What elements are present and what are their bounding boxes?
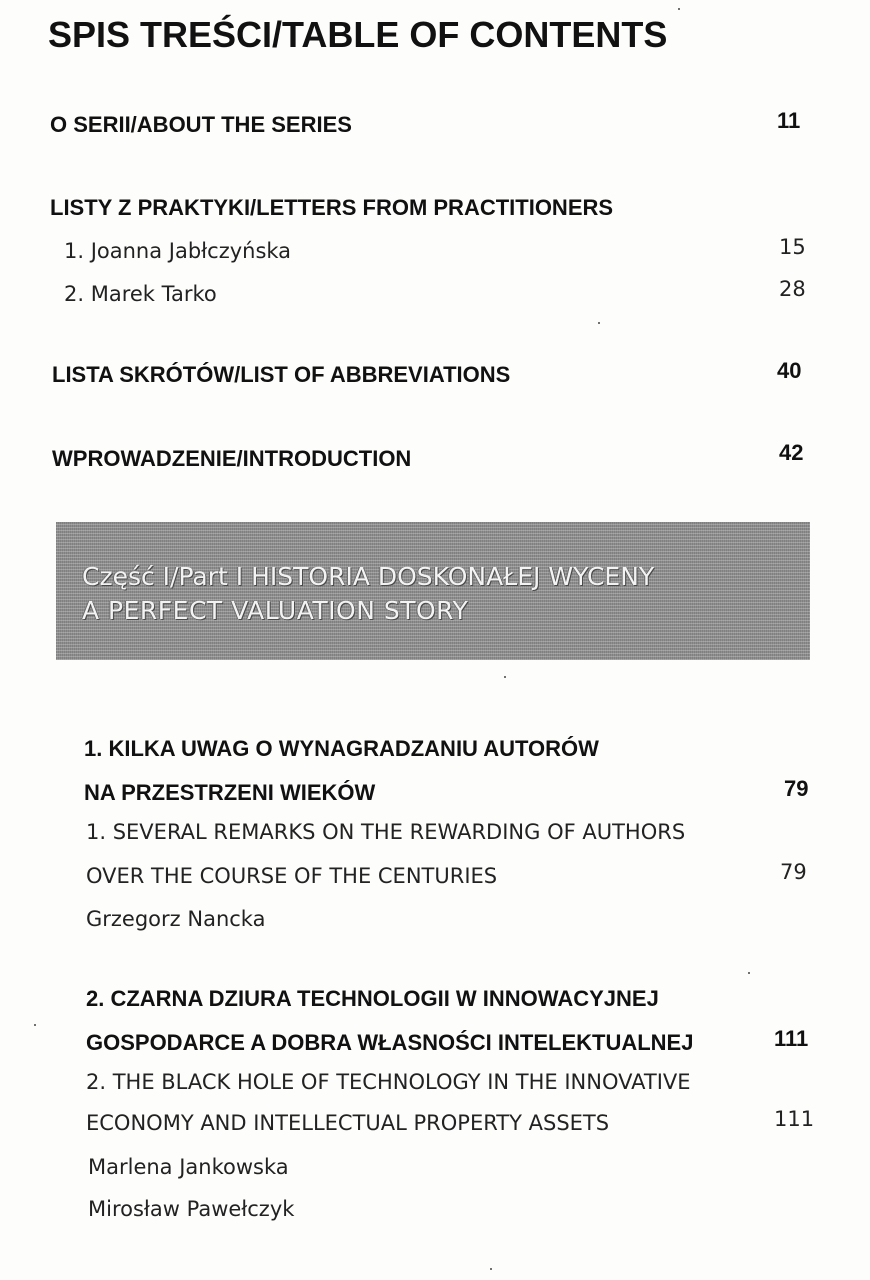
toc-entry-label: WPROWADZENIE/INTRODUCTION (52, 446, 412, 471)
toc-entry-introduction (0, 440, 870, 486)
chapter-title-pl (0, 776, 870, 820)
toc-subentry-label: 1. Joanna Jabłczyńska (64, 239, 292, 263)
part-banner (56, 522, 810, 660)
chapter-title-en (0, 820, 870, 860)
page-title: SPIS TREŚCI/TABLE OF CONTENTS (48, 14, 668, 55)
author-name: Mirosław Pawełczyk (88, 1197, 295, 1221)
toc-subentry (0, 277, 870, 322)
chapter-page-number: 111 (774, 1026, 809, 1051)
chapter-title-line: GOSPODARCE A DOBRA WŁASNOŚCI INTELEKTUALNEJ (86, 1030, 694, 1055)
toc-subentry-page-number: 28 (779, 277, 806, 301)
scan-speck (678, 8, 680, 10)
toc-subentry-page-number: 15 (779, 235, 806, 259)
toc-entry-label: LISTA SKRÓTÓW/LIST OF ABBREVIATIONS (52, 362, 511, 387)
scan-speck (490, 1268, 492, 1270)
scan-speck (748, 972, 750, 974)
chapter-page-number: 79 (780, 860, 807, 884)
chapter-page-number: 111 (774, 1107, 815, 1131)
chapter-title-pl (0, 736, 870, 776)
author-name: Grzegorz Nancka (86, 907, 266, 931)
toc-entry-page-number: 11 (777, 108, 801, 133)
toc-entry-abbreviations (0, 358, 870, 402)
chapter-title-pl (0, 986, 870, 1026)
chapter-title-line: 1. SEVERAL REMARKS ON THE REWARDING OF AUTHORS (86, 820, 686, 844)
chapter-page-number: 79 (784, 776, 809, 801)
scan-speck (504, 676, 506, 678)
chapter-title-line: 2. THE BLACK HOLE OF TECHNOLOGY IN THE INNOVATIVE (86, 1070, 691, 1094)
scan-speck (598, 322, 600, 324)
toc-entry-about-series (0, 108, 870, 152)
chapter-title-line: 1. KILKA UWAG O WYNAGRADZANIU AUTORÓW (84, 736, 599, 761)
chapter-author (0, 1197, 870, 1237)
chapter-title-en (0, 1107, 870, 1151)
author-name: Marlena Jankowska (88, 1155, 289, 1179)
chapter-title-pl (0, 1026, 870, 1070)
toc-entry-label: LISTY Z PRAKTYKI/LETTERS FROM PRACTITIONERS (50, 195, 614, 220)
chapter-author (0, 907, 870, 947)
chapter-title-en (0, 1070, 870, 1110)
toc-subentry-label: 2. Marek Tarko (64, 282, 217, 306)
chapter-author (0, 1155, 870, 1195)
toc-entry-label: O SERII/ABOUT THE SERIES (50, 112, 352, 137)
part-title: Część I/Part I HISTORIA DOSKONAŁEJ WYCENY (82, 562, 655, 591)
scan-speck (34, 1024, 36, 1026)
chapter-title-line: ECONOMY AND INTELLECTUAL PROPERTY ASSETS (86, 1111, 610, 1135)
toc-entry-letters (0, 195, 870, 235)
toc-entry-page-number: 40 (777, 358, 802, 383)
chapter-title-line: OVER THE COURSE OF THE CENTURIES (86, 864, 498, 888)
toc-entry-page-number: 42 (779, 440, 804, 465)
toc-subentry (0, 235, 870, 279)
chapter-title-line: 2. CZARNA DZIURA TECHNOLOGII W INNOWACYJNEJ (86, 986, 659, 1011)
part-subtitle: A PERFECT VALUATION STORY (82, 596, 469, 625)
chapter-title-line: NA PRZESTRZENI WIEKÓW (84, 780, 376, 805)
chapter-title-en (0, 860, 870, 904)
